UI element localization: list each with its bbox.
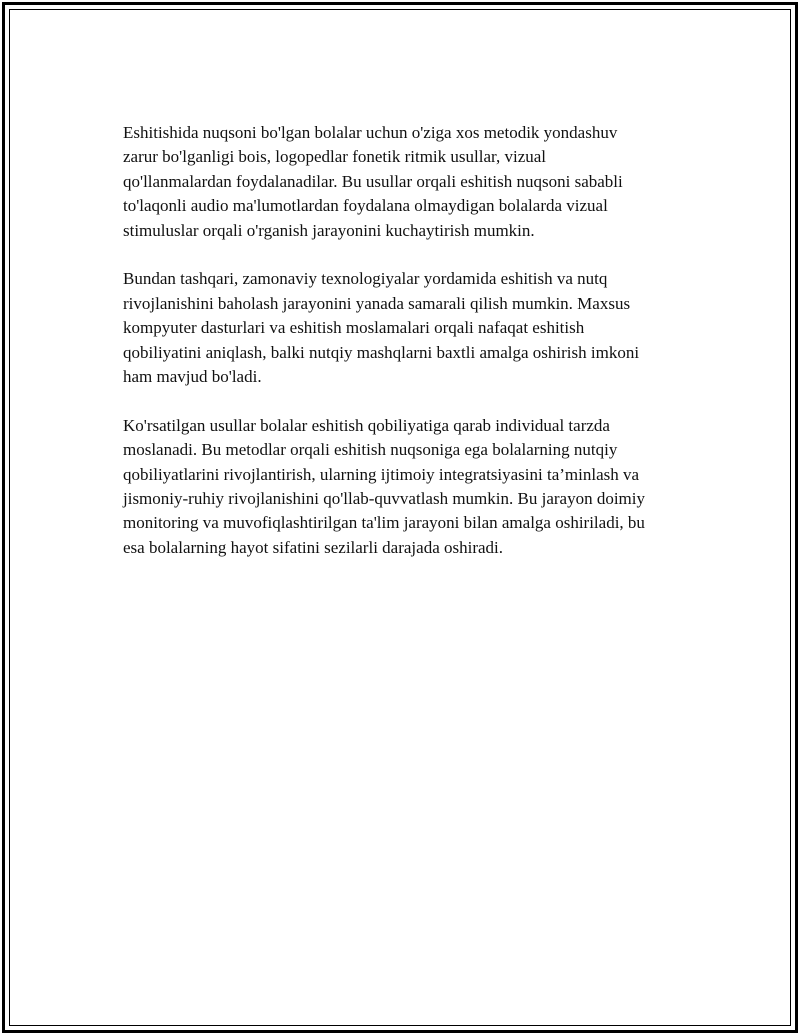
paragraph-1: [123, 121, 703, 243]
paragraph-line: qobiliyatlarini rivojlantirish, ularning ijtimoiy integratsiyasini ta’minlash va: [123, 464, 640, 484]
paragraph-line: zarur bo'lganligi bois, logopedlar fonetik ritmik usullar, vizual: [123, 147, 547, 167]
paragraph-line: Ko'rsatilgan usullar bolalar eshitish qobiliyatiga qarab individual tarzda: [123, 415, 610, 435]
paragraph-3: [123, 414, 703, 560]
paragraph-line: stimuluslar orqali o'rganish jarayonini kuchaytirish mumkin.: [123, 220, 535, 240]
paragraph-line: Bundan tashqari, zamonaviy texnologiyalar yordamida eshitish va nutq: [123, 269, 608, 289]
paragraph-line: Eshitishida nuqsoni bo'lgan bolalar uchun o'ziga xos metodik yondashuv: [123, 123, 618, 142]
paragraph-line: esa bolalarning hayot sifatini sezilarli darajada oshiradi.: [123, 537, 504, 557]
paragraph-2: [123, 267, 703, 389]
page-border: [2, 2, 798, 1033]
paragraph-line: qo'llanmalardan foydalanadilar. Bu usullar orqali eshitish nuqsoni sababli: [123, 171, 623, 191]
document-body: [123, 121, 703, 585]
paragraph-line: qobiliyatini aniqlash, balki nutqiy mashqlarni baxtli amalga oshirish imkoni: [123, 342, 640, 362]
paragraph-line: rivojlanishini baholash jarayonini yanada samarali qilish mumkin. Maxsus: [123, 293, 631, 313]
paragraph-line: ham mavjud bo'ladi.: [123, 367, 262, 387]
paragraph-line: kompyuter dasturlari va eshitish moslamalari orqali nafaqat eshitish: [123, 318, 585, 338]
paragraph-line: to'laqonli audio ma'lumotlardan foydalana olmaydigan bolalarda vizual: [123, 196, 608, 216]
paragraph-line: monitoring va muvofiqlashtirilgan ta'lim jarayoni bilan amalga oshiriladi, bu: [123, 513, 645, 533]
paragraph-line: jismoniy-ruhiy rivojlanishini qo'llab-quvvatlash mumkin. Bu jarayon doimiy: [123, 489, 645, 509]
paragraph-line: moslanadi. Bu metodlar orqali eshitish nuqsoniga ega bolalarning nutqiy: [123, 440, 618, 460]
